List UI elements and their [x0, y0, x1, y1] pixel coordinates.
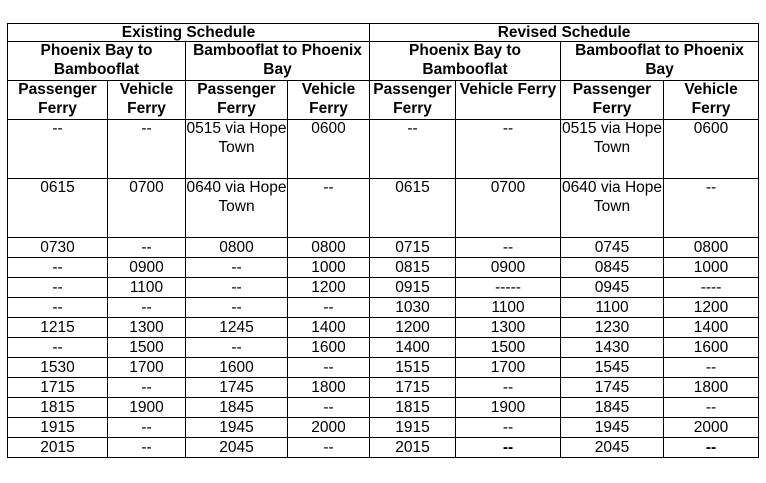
schedule-cell: 1945: [186, 418, 288, 438]
schedule-cell: 1215: [8, 318, 108, 338]
schedule-cell: --: [8, 298, 108, 318]
group-header-revised: Revised Schedule: [370, 24, 759, 42]
schedule-cell: --: [108, 298, 186, 318]
schedule-cell: --: [288, 298, 370, 318]
schedule-cell: 1900: [108, 398, 186, 418]
schedule-cell: 1845: [186, 398, 288, 418]
schedule-cell: 1745: [561, 378, 664, 398]
schedule-cell: 1300: [108, 318, 186, 338]
table-row: [8, 438, 759, 458]
ferry-type-header: Passenger Ferry: [8, 81, 108, 120]
schedule-cell: 1700: [456, 358, 561, 378]
direction-header: Phoenix Bay to Bambooflat: [8, 42, 186, 81]
schedule-cell: 0730: [8, 238, 108, 258]
table-row: [8, 318, 759, 338]
ferry-type-header: Vehicle Ferry: [664, 81, 759, 120]
schedule-cell: 1800: [664, 378, 759, 398]
schedule-cell: --: [8, 338, 108, 358]
ferry-schedule-table: [7, 23, 759, 458]
schedule-cell: 1915: [370, 418, 456, 438]
schedule-cell: 0700: [456, 179, 561, 238]
direction-header: Bambooflat to Phoenix Bay: [186, 42, 370, 81]
schedule-cell: 1100: [561, 298, 664, 318]
schedule-cell: --: [108, 418, 186, 438]
schedule-cell: 1715: [8, 378, 108, 398]
schedule-cell: 0915: [370, 278, 456, 298]
schedule-cell: 1500: [456, 338, 561, 358]
schedule-cell: 1000: [664, 258, 759, 278]
table-row: [8, 338, 759, 358]
schedule-cell: 1815: [8, 398, 108, 418]
schedule-cell: 1530: [8, 358, 108, 378]
schedule-cell: 1600: [186, 358, 288, 378]
schedule-cell: 1245: [186, 318, 288, 338]
schedule-cell: --: [288, 358, 370, 378]
schedule-cell: 0515 via Hope Town: [186, 120, 288, 179]
schedule-cell: --: [456, 120, 561, 179]
schedule-cell: 1800: [288, 378, 370, 398]
ferry-type-header: Passenger Ferry: [561, 81, 664, 120]
schedule-cell: 1845: [561, 398, 664, 418]
table-row: [8, 298, 759, 318]
schedule-cell: --: [108, 120, 186, 179]
schedule-cell: 0615: [8, 179, 108, 238]
schedule-cell: 1900: [456, 398, 561, 418]
schedule-cell: --: [456, 438, 561, 458]
schedule-cell: 1945: [561, 418, 664, 438]
schedule-cell: 0945: [561, 278, 664, 298]
schedule-cell: 0700: [108, 179, 186, 238]
schedule-cell: 0640 via Hope Town: [561, 179, 664, 238]
table-row: [8, 238, 759, 258]
ferry-type-header: Passenger Ferry: [370, 81, 456, 120]
table-row: [8, 120, 759, 179]
schedule-cell: --: [8, 120, 108, 179]
table-row: [8, 179, 759, 238]
direction-header: Bambooflat to Phoenix Bay: [561, 42, 759, 81]
schedule-cell: 1030: [370, 298, 456, 318]
schedule-cell: --: [288, 398, 370, 418]
schedule-cell: 2015: [8, 438, 108, 458]
schedule-cell: --: [8, 278, 108, 298]
schedule-cell: --: [664, 358, 759, 378]
schedule-cell: 0800: [186, 238, 288, 258]
schedule-cell: --: [664, 179, 759, 238]
schedule-cell: 0715: [370, 238, 456, 258]
direction-header: Phoenix Bay to Bambooflat: [370, 42, 561, 81]
table-row: [8, 378, 759, 398]
schedule-cell: 1715: [370, 378, 456, 398]
schedule-cell: 1200: [664, 298, 759, 318]
schedule-cell: 1000: [288, 258, 370, 278]
schedule-cell: 2000: [288, 418, 370, 438]
schedule-cell: --: [664, 398, 759, 418]
table-row: [8, 398, 759, 418]
schedule-cell: 1815: [370, 398, 456, 418]
table-row: [8, 258, 759, 278]
schedule-cell: --: [108, 238, 186, 258]
schedule-cell: --: [664, 438, 759, 458]
schedule-cell: 1545: [561, 358, 664, 378]
ferry-type-header: Vehicle Ferry: [108, 81, 186, 120]
schedule-cell: 0640 via Hope Town: [186, 179, 288, 238]
schedule-cell: 0815: [370, 258, 456, 278]
schedule-cell: 1430: [561, 338, 664, 358]
schedule-cell: 1515: [370, 358, 456, 378]
schedule-cell: --: [186, 278, 288, 298]
table-row: [8, 358, 759, 378]
schedule-cell: --: [108, 438, 186, 458]
schedule-cell: 2045: [186, 438, 288, 458]
schedule-cell: --: [8, 258, 108, 278]
schedule-cell: --: [186, 338, 288, 358]
schedule-cell: --: [370, 120, 456, 179]
schedule-cell: 1230: [561, 318, 664, 338]
table-row: [8, 418, 759, 438]
schedule-cell: 1745: [186, 378, 288, 398]
schedule-cell: --: [456, 238, 561, 258]
schedule-cell: 1200: [370, 318, 456, 338]
schedule-cell: 1400: [370, 338, 456, 358]
schedule-cell: 0600: [664, 120, 759, 179]
schedule-cell: 2045: [561, 438, 664, 458]
schedule-cell: 1200: [288, 278, 370, 298]
schedule-cell: 1915: [8, 418, 108, 438]
schedule-body: [8, 120, 759, 458]
schedule-cell: 1400: [664, 318, 759, 338]
ferry-type-header: Passenger Ferry: [186, 81, 288, 120]
schedule-cell: ----: [664, 278, 759, 298]
schedule-cell: 0845: [561, 258, 664, 278]
schedule-cell: --: [186, 258, 288, 278]
schedule-cell: 2015: [370, 438, 456, 458]
schedule-cell: 1600: [288, 338, 370, 358]
schedule-cell: --: [186, 298, 288, 318]
schedule-cell: 0800: [664, 238, 759, 258]
schedule-cell: 1300: [456, 318, 561, 338]
schedule-cell: 0600: [288, 120, 370, 179]
ferry-type-header: Vehicle Ferry: [288, 81, 370, 120]
schedule-cell: --: [288, 438, 370, 458]
schedule-cell: 2000: [664, 418, 759, 438]
schedule-cell: 0800: [288, 238, 370, 258]
schedule-cell: --: [288, 179, 370, 238]
schedule-cell: -----: [456, 278, 561, 298]
group-header-existing: Existing Schedule: [8, 24, 370, 42]
schedule-cell: 1100: [456, 298, 561, 318]
schedule-cell: 1500: [108, 338, 186, 358]
schedule-cell: 1400: [288, 318, 370, 338]
schedule-cell: 0900: [108, 258, 186, 278]
schedule-cell: 1600: [664, 338, 759, 358]
schedule-cell: 0900: [456, 258, 561, 278]
schedule-cell: 0745: [561, 238, 664, 258]
schedule-cell: 0515 via Hope Town: [561, 120, 664, 179]
schedule-cell: 1700: [108, 358, 186, 378]
ferry-type-header: Vehicle Ferry: [456, 81, 561, 120]
schedule-cell: --: [108, 378, 186, 398]
schedule-cell: --: [456, 418, 561, 438]
schedule-cell: 0615: [370, 179, 456, 238]
schedule-cell: --: [456, 378, 561, 398]
schedule-cell: 1100: [108, 278, 186, 298]
table-row: [8, 278, 759, 298]
